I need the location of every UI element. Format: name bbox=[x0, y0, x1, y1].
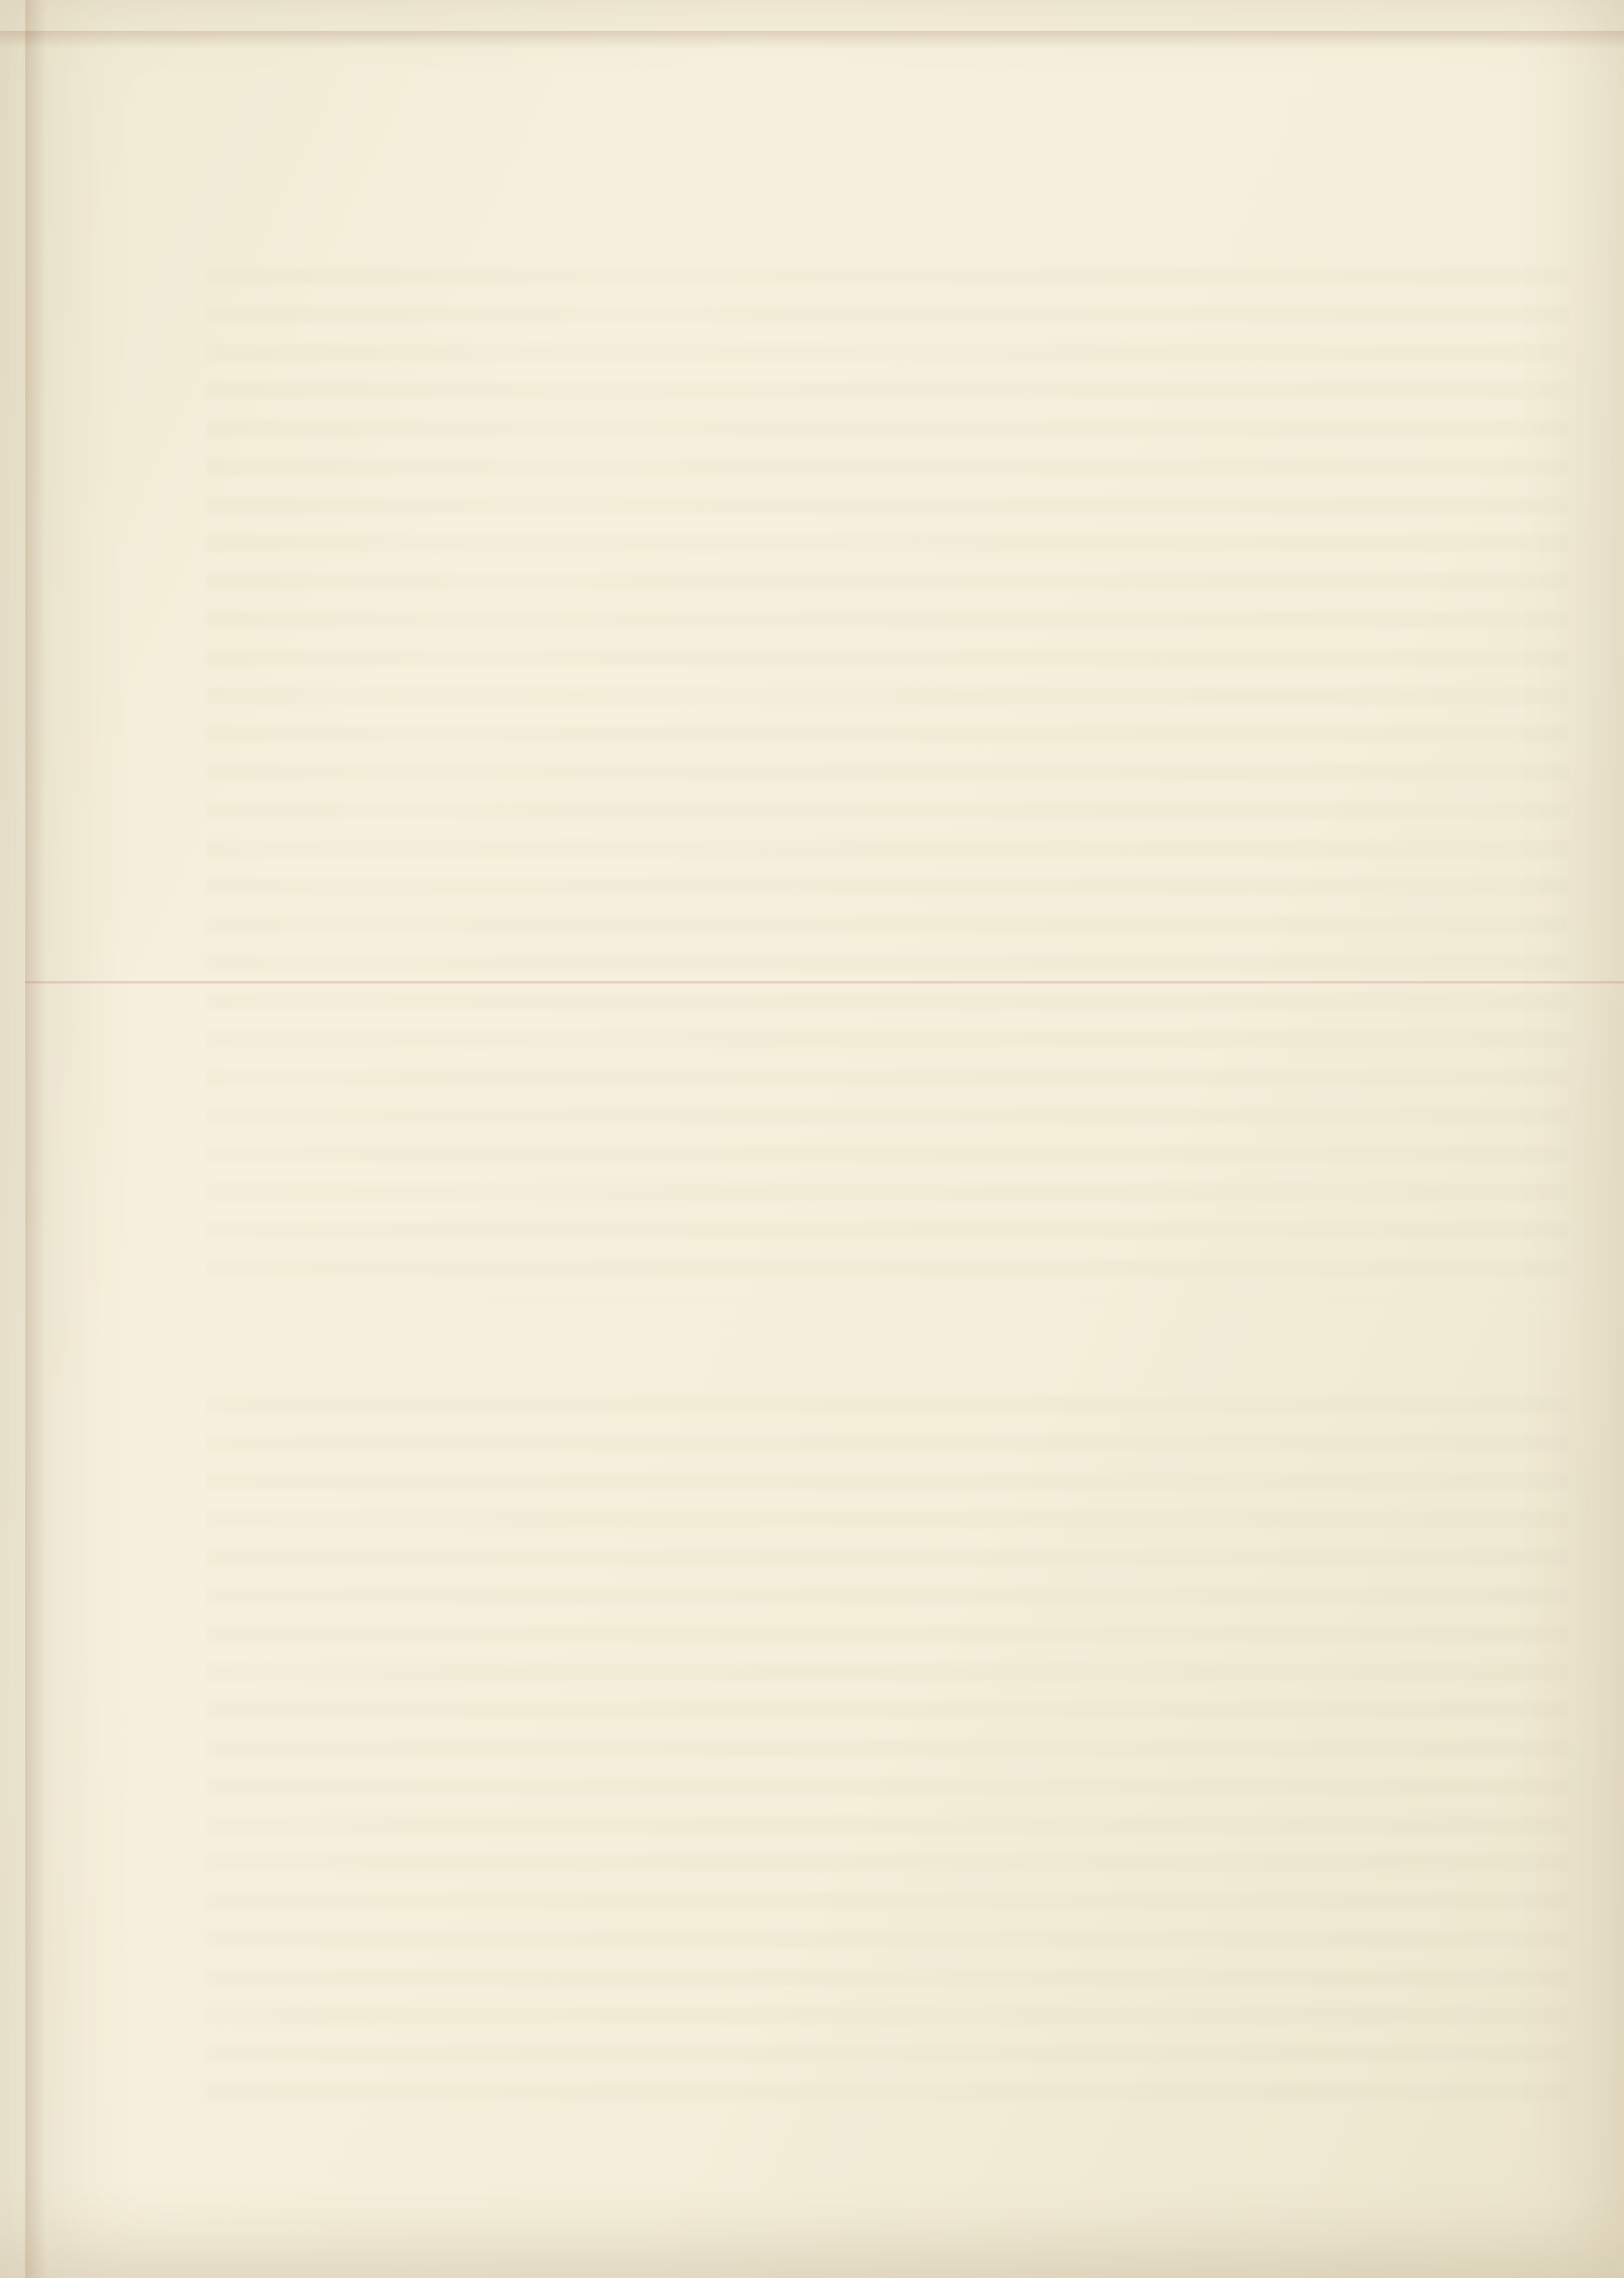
page-content bbox=[193, 232, 1436, 429]
scan-artifact-line bbox=[25, 981, 1624, 983]
scan-edge-left bbox=[0, 0, 25, 2278]
scan-edge-top bbox=[0, 0, 1624, 31]
page-header bbox=[193, 232, 1436, 268]
show-through-lower bbox=[207, 1397, 1567, 2112]
